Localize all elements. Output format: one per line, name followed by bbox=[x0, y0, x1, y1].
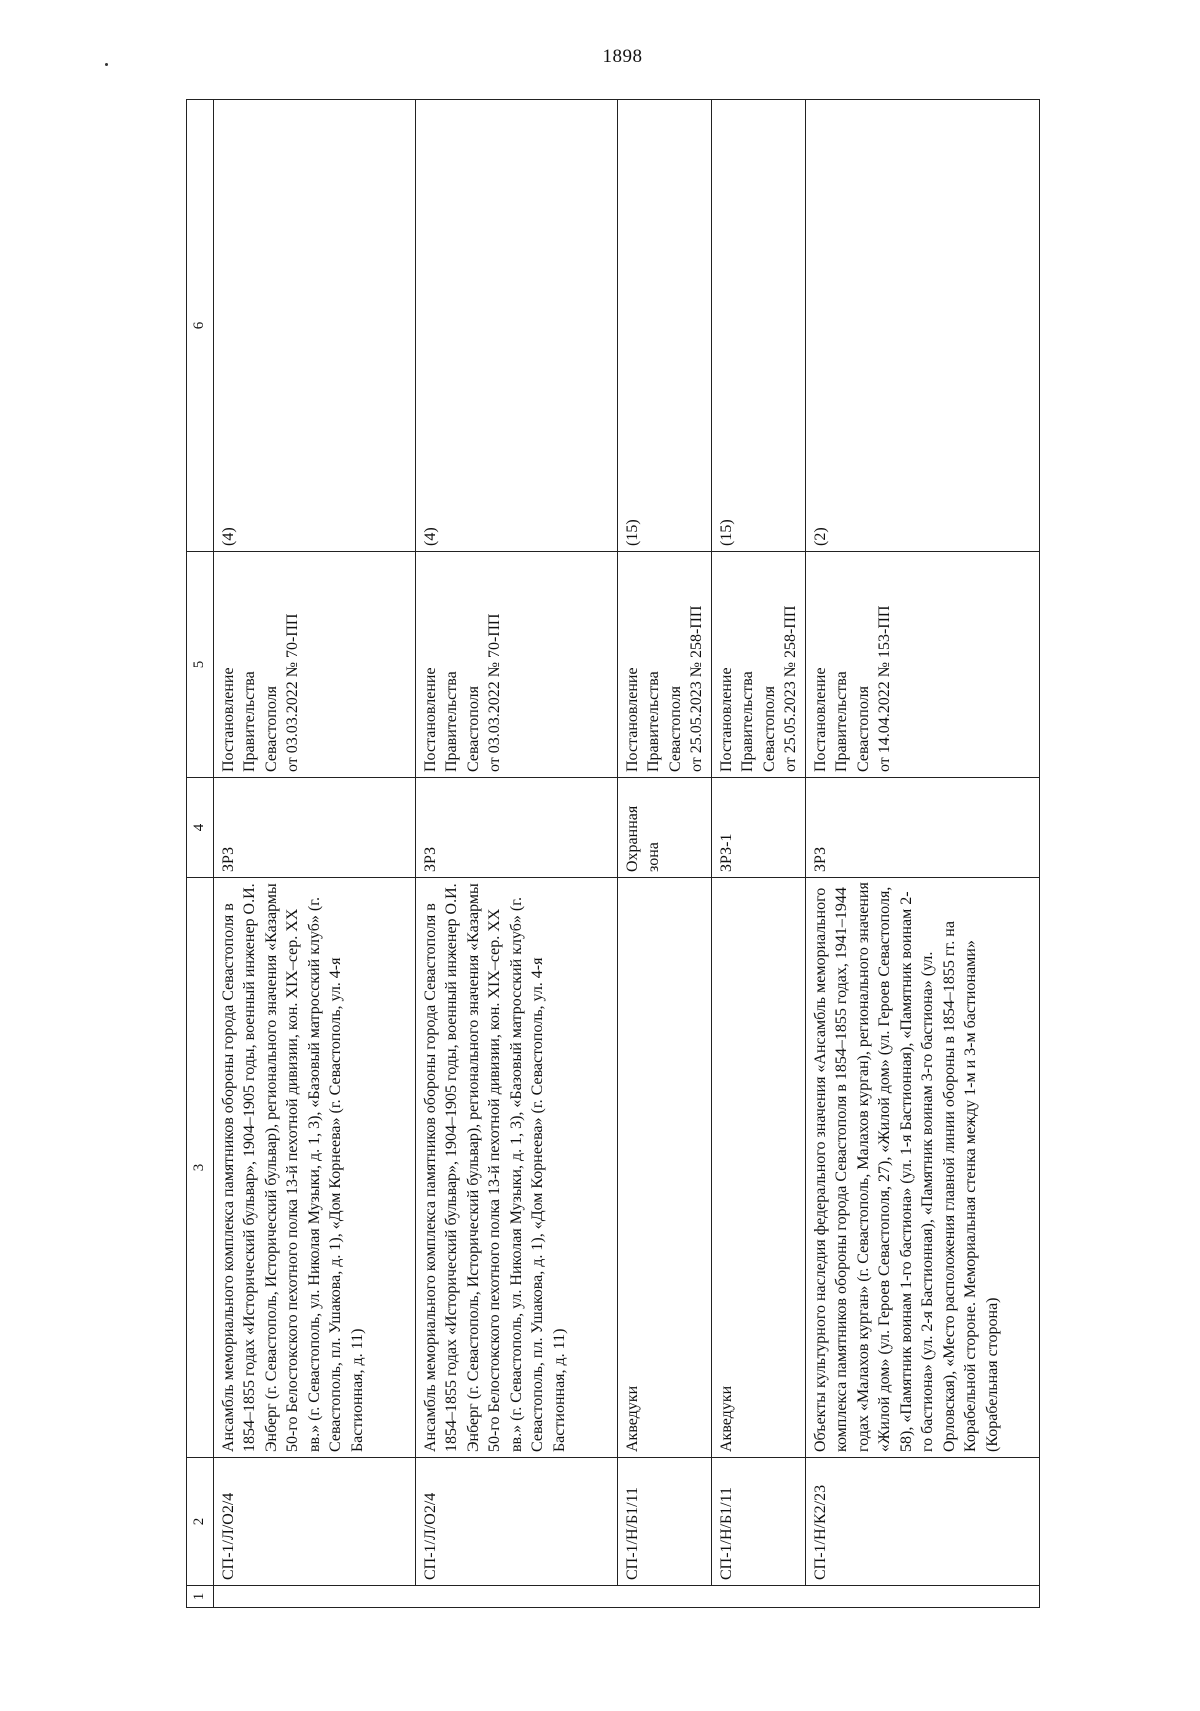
column-header-6: 6 bbox=[187, 100, 214, 552]
row-zone: ЗРЗ bbox=[213, 778, 415, 878]
row-object: Ансамбль мемориального комплекса памятников обороны города Севастополя в 1854–1855 годах «Исторический бульвар», 1904–1905 годы, военный инженер О.И. Энберг (г. Севастополь, Исторический бульвар), регионального значения «Казармы 50-го Белостокского пехотного полка 13-й пехотной дивизии, кон. XIX–сер. XX вв.» (г. Севастополь, ул. Николая Музыки, д. 1, 3), «Базовый матросский клуб» (г. Севастополь, пл. Ушакова, д. 1), «Дом Корнеева» (г. Севастополь, ул. 4-я Бастионная, д. 11) bbox=[213, 878, 415, 1458]
column-header-5: 5 bbox=[187, 552, 214, 778]
row-document: Постановление Правительства Севастополя от 03.03.2022 № 70-ПП bbox=[213, 552, 415, 778]
row-code: СП-1/Л/О2/4 bbox=[213, 1458, 415, 1586]
row-code: СП-1/Н/Б1/11 bbox=[711, 1458, 805, 1586]
row-object: Акведуки bbox=[617, 878, 711, 1458]
row-document: Постановление Правительства Севастополя от 14.04.2022 № 153-ПП bbox=[805, 552, 1039, 778]
row-object: Объекты культурного наследия федерального значения «Ансамбль мемориального комплекса памятников обороны города Севастополя в 1854–1855 годах, 1941–1944 годах «Малахов курган» (г. Севастополь, Малахов курган), регионального значения «Жилой дом» (ул. Героев Севастополя, 27), «Жилой дом» (ул. Героев Севастополя, 58), «Памятник воинам 1-го бастиона» (ул. 1-я Бастионная), «Памятник воинам 2-го бастиона» (ул. 2-я Бастионная), «Памятник воинам 3-го бастиона» (ул. Орловская), «Место расположения главной линии обороны в 1854–1855 гг. на Корабельной стороне. Мемориальная стенка между 1-м и 3-м бастионами» (Корабельная сторона) bbox=[805, 878, 1039, 1458]
table-row bbox=[213, 100, 415, 1608]
page-number: 1898 bbox=[602, 46, 643, 67]
row-note: (4) bbox=[415, 100, 617, 552]
row-object: Ансамбль мемориального комплекса памятников обороны города Севастополя в 1854–1855 годах «Исторический бульвар», 1904–1905 годы, военный инженер О.И. Энберг (г. Севастополь, Исторический бульвар), регионального значения «Казармы 50-го Белостокского пехотного полка 13-й пехотной дивизии, кон. XIX–сер. XX вв.» (г. Севастополь, ул. Николая Музыки, д. 1, 3), «Базовый матросский клуб» (г. Севастополь, пл. Ушакова, д. 1), «Дом Корнеева» (г. Севастополь, ул. 4-я Бастионная, д. 11) bbox=[415, 878, 617, 1458]
table-header-row bbox=[187, 100, 214, 1608]
row-zone: Охранная зона bbox=[617, 778, 711, 878]
table-row bbox=[805, 100, 1039, 1608]
heritage-zones-table bbox=[186, 99, 1040, 1608]
row-code: СП-1/Л/О2/4 bbox=[415, 1458, 617, 1586]
row-code: СП-1/Н/К2/23 bbox=[805, 1458, 1039, 1586]
row-document: Постановление Правительства Севастополя от 25.05.2023 № 258-ПП bbox=[617, 552, 711, 778]
row-note: (2) bbox=[805, 100, 1039, 552]
row-code: СП-1/Н/Б1/11 bbox=[617, 1458, 711, 1586]
table-row bbox=[415, 100, 617, 1608]
column-header-1: 1 bbox=[187, 1586, 214, 1608]
table-rotated-container bbox=[186, 100, 1086, 1608]
column-header-3: 3 bbox=[187, 878, 214, 1458]
column-header-4: 4 bbox=[187, 778, 214, 878]
row-document: Постановление Правительства Севастополя от 25.05.2023 № 258-ПП bbox=[711, 552, 805, 778]
row-zone: ЗРЗ bbox=[805, 778, 1039, 878]
row-zone: ЗРЗ-1 bbox=[711, 778, 805, 878]
column-1-merged-cell bbox=[213, 1586, 1039, 1608]
table-row bbox=[617, 100, 711, 1608]
row-document: Постановление Правительства Севастополя от 03.03.2022 № 70-ПП bbox=[415, 552, 617, 778]
row-zone: ЗРЗ bbox=[415, 778, 617, 878]
row-note: (15) bbox=[711, 100, 805, 552]
row-note: (15) bbox=[617, 100, 711, 552]
row-object: Акведуки bbox=[711, 878, 805, 1458]
column-header-2: 2 bbox=[187, 1458, 214, 1586]
table-row bbox=[711, 100, 805, 1608]
row-note: (4) bbox=[213, 100, 415, 552]
